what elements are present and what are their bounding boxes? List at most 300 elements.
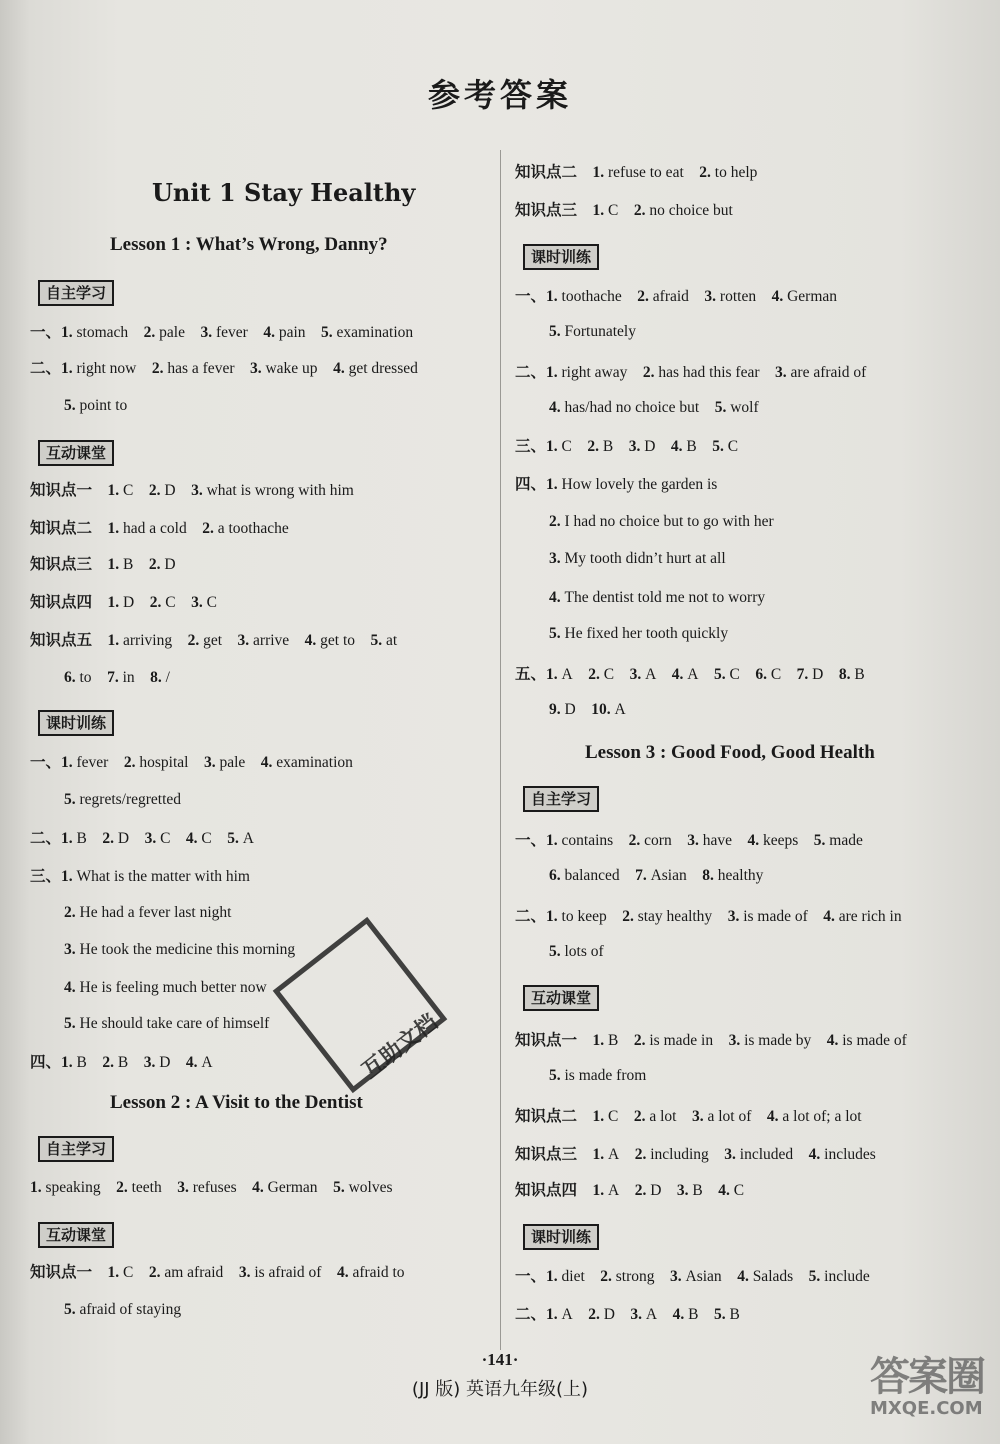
answer-line (30, 1178, 392, 1198)
book-label: (JJ 版) 英语九年级(上) (411, 1379, 589, 1400)
answer-number: 3. (143, 1054, 160, 1071)
answer-number: 2. (633, 1108, 650, 1125)
answer-number: 3. (144, 830, 161, 847)
answer-number: 7. (107, 669, 123, 686)
answer-line (30, 752, 353, 773)
answer-line (515, 1144, 876, 1165)
answer-number: 3. (728, 1032, 745, 1049)
answer-text: includes (824, 1146, 876, 1163)
answer-text: He fixed her tooth quickly (564, 625, 729, 642)
answer-label: 知识点二 (30, 519, 93, 537)
answer-text: get dressed (348, 360, 418, 377)
answer-text: A (608, 1182, 620, 1199)
stamp-text: 互助文档 (357, 1010, 443, 1085)
answer-text: wolves (348, 1179, 393, 1196)
answer-text: C (201, 830, 212, 847)
answer-number: 2. (149, 594, 166, 611)
answer-text: A (687, 666, 699, 683)
answer-number: 5. (64, 1015, 80, 1032)
answer-label: 二、 (515, 907, 547, 925)
section-tag: 自主学习 (38, 1136, 114, 1162)
answer-text: pale (219, 754, 246, 771)
answer-line (64, 940, 295, 960)
answer-number: 5. (813, 832, 830, 849)
answer-line (549, 624, 728, 644)
answer-number: 3. (628, 438, 645, 455)
answer-number: 1. (30, 1179, 46, 1196)
answer-number: 2. (600, 1268, 616, 1285)
answer-text: A (201, 1054, 213, 1071)
answer-text: A (242, 830, 254, 847)
page-title: 参考答案 (427, 76, 572, 114)
answer-number: 1. (546, 832, 562, 849)
answer-number: 2. (143, 324, 160, 341)
answer-text: pale (159, 324, 185, 341)
answer-label: 三、 (30, 867, 62, 885)
answer-text: What is the matter with him (76, 868, 250, 885)
answer-number: 7. (635, 867, 651, 884)
answer-text: regrets/regretted (79, 791, 182, 808)
answer-number: 5. (370, 632, 387, 649)
answer-text: stomach (76, 324, 129, 341)
answer-text: healthy (717, 867, 764, 884)
answer-number: 5. (714, 399, 731, 416)
answer-text: A (561, 666, 573, 683)
answer-number: 8. (150, 669, 166, 686)
answer-line (30, 480, 354, 501)
answer-number: 7. (796, 666, 813, 683)
answer-number: 2. (587, 438, 603, 455)
answer-text: C (561, 438, 572, 455)
section-tag: 课时训练 (523, 1224, 599, 1250)
answer-text: C (733, 1182, 745, 1199)
answer-number: 2. (148, 1264, 165, 1281)
answer-text: fever (216, 324, 248, 341)
answer-number: 4. (304, 632, 321, 649)
page-number: ·141· (481, 1350, 519, 1369)
answer-number: 1. (592, 1108, 609, 1125)
answer-line (549, 942, 604, 962)
answer-number: 3. (629, 666, 646, 683)
answer-text: afraid to (352, 1264, 405, 1281)
answer-number: 4. (252, 1179, 268, 1196)
answer-number: 4. (672, 1306, 689, 1323)
section-tag: 自主学习 (523, 786, 599, 812)
answer-line (30, 554, 176, 575)
answer-number: 2. (123, 754, 140, 771)
answer-number: 1. (592, 164, 609, 181)
answer-text: A (645, 666, 657, 683)
answer-number: 5. (549, 625, 565, 642)
answer-line (30, 1052, 213, 1073)
answer-text: to keep (561, 908, 607, 925)
answer-number: 1. (107, 520, 124, 537)
answer-text: C (608, 1108, 619, 1125)
answer-label: 一、 (515, 1267, 547, 1285)
answer-text: refuses (192, 1179, 237, 1196)
answer-text: examination (276, 754, 353, 771)
answer-number: 6. (64, 669, 80, 686)
answer-number: 3. (191, 482, 207, 499)
answer-number: 4. (549, 399, 565, 416)
answer-number: 6. (755, 666, 771, 683)
answer-line (30, 630, 397, 651)
answer-text: I had no choice but to go with her (564, 513, 774, 530)
answer-label: 知识点一 (30, 1263, 93, 1281)
answer-label: 知识点一 (30, 481, 93, 499)
answer-text: C (123, 1264, 134, 1281)
answer-number: 1. (107, 482, 124, 499)
answer-number: 5. (549, 943, 565, 960)
answer-number: 2. (634, 1182, 651, 1199)
answer-text: a lot of; a lot (782, 1108, 862, 1125)
answer-number: 5. (713, 1306, 730, 1323)
answer-text: teeth (131, 1179, 162, 1196)
answer-text: C (160, 830, 171, 847)
answer-number: 3. (549, 550, 565, 567)
answer-label: 知识点四 (30, 593, 93, 611)
answer-number: 3. (727, 908, 744, 925)
answer-line (64, 1300, 181, 1320)
answer-text: C (165, 594, 176, 611)
answer-number: 3. (724, 1146, 740, 1163)
answer-number: 3. (191, 594, 207, 611)
answer-number: 3. (630, 1306, 646, 1323)
answer-number: 2. (634, 1146, 651, 1163)
answer-number: 1. (546, 1306, 562, 1323)
answer-line (549, 700, 626, 720)
answer-number: 4. (670, 438, 687, 455)
answer-number: 10. (591, 701, 615, 718)
answer-text: hospital (139, 754, 189, 771)
answer-text: is made from (564, 1067, 647, 1084)
answer-line (30, 358, 418, 379)
answer-number: 2. (187, 632, 204, 649)
answer-line (515, 286, 837, 307)
answer-number: 2. (633, 202, 650, 219)
answer-number: 1. (61, 754, 77, 771)
answer-label: 一、 (515, 287, 547, 305)
answer-text: D (650, 1182, 662, 1199)
answer-line (515, 1266, 870, 1287)
answer-number: 1. (592, 1032, 609, 1049)
answer-line (64, 790, 181, 810)
answer-text: right away (561, 364, 628, 381)
answer-text: contains (561, 832, 614, 849)
answer-number: 4. (64, 979, 80, 996)
answer-text: lots of (564, 943, 604, 960)
answer-number: 1. (592, 1182, 609, 1199)
answer-text: to (79, 669, 92, 686)
answer-text: a lot of (707, 1108, 752, 1125)
answer-number: 6. (549, 867, 565, 884)
answer-number: 1. (61, 360, 77, 377)
answer-line (30, 828, 254, 849)
answer-number: 5. (227, 830, 243, 847)
answer-number: 1. (107, 1264, 124, 1281)
answer-text: B (688, 1306, 699, 1323)
answer-number: 1. (61, 868, 77, 885)
column-divider (500, 150, 501, 1350)
answer-line (64, 978, 267, 998)
answer-text: including (650, 1146, 709, 1163)
answer-text: is afraid of (254, 1264, 322, 1281)
answer-text: C (206, 594, 217, 611)
answer-text: B (76, 830, 87, 847)
answer-text: examination (336, 324, 414, 341)
answer-text: The dentist told me not to worry (564, 589, 766, 606)
answer-number: 3. (249, 360, 266, 377)
answer-text: German (787, 288, 837, 305)
answer-line (515, 664, 865, 685)
answer-number: 2. (116, 1179, 132, 1196)
answer-label: 四、 (30, 1053, 62, 1071)
answer-number: 8. (702, 867, 718, 884)
answer-line (515, 362, 866, 383)
answer-label: 二、 (515, 1305, 547, 1323)
answer-number: 1. (546, 476, 562, 493)
answer-text: get (203, 632, 223, 649)
answer-number: 5. (64, 397, 80, 414)
answer-text: C (770, 666, 782, 683)
answer-number: 4. (336, 1264, 353, 1281)
answer-number: 4. (771, 288, 788, 305)
answer-number: 4. (333, 360, 349, 377)
answer-text: C (603, 666, 615, 683)
answer-text: included (739, 1146, 794, 1163)
answer-number: 3. (203, 754, 220, 771)
answer-text: German (267, 1179, 318, 1196)
answer-number: 5. (713, 666, 730, 683)
answer-text: afraid (652, 288, 689, 305)
answer-number: 1. (107, 632, 124, 649)
answer-number: 2. (64, 904, 80, 921)
answer-text: Salads (752, 1268, 794, 1285)
answer-number: 9. (549, 701, 565, 718)
answer-number: 4. (737, 1268, 753, 1285)
answer-number: 3. (64, 941, 80, 958)
answer-text: C (729, 666, 740, 683)
answer-text: A (561, 1306, 573, 1323)
watermark-logo-text: 答案圈 (870, 1354, 984, 1400)
answer-line (30, 866, 250, 887)
answer-line (515, 436, 738, 457)
answer-number: 1. (61, 830, 77, 847)
answer-number: 2. (148, 556, 165, 573)
answer-text: rotten (719, 288, 757, 305)
answer-number: 1. (107, 594, 124, 611)
answer-number: 2. (102, 830, 118, 847)
answer-label: 知识点三 (30, 555, 93, 573)
answer-line (515, 1106, 862, 1127)
answer-text: B (602, 438, 614, 455)
answer-text: to help (714, 164, 758, 181)
answer-label: 五、 (515, 665, 547, 683)
watermark-logo (870, 1345, 990, 1435)
answer-number: 3. (775, 364, 791, 381)
answer-text: He is feeling much better now (79, 979, 267, 996)
answer-number: 2. (588, 666, 604, 683)
answer-line (549, 588, 765, 608)
answer-text: A (608, 1146, 620, 1163)
answer-text: D (164, 482, 176, 499)
answer-line (64, 903, 231, 923)
answer-line (515, 1180, 744, 1201)
answer-text: B (117, 1054, 129, 1071)
answer-text: are rich in (838, 908, 902, 925)
answer-text: B (692, 1182, 703, 1199)
answer-number: 4. (671, 666, 688, 683)
answer-number: 1. (546, 908, 562, 925)
answer-line (515, 906, 902, 927)
answer-line (549, 866, 763, 886)
answer-text: A (645, 1306, 658, 1323)
answer-label: 知识点三 (515, 201, 578, 219)
answer-number: 4. (823, 908, 839, 925)
answer-line (549, 322, 636, 342)
answer-number: 2. (633, 1032, 650, 1049)
answer-line (515, 200, 733, 221)
answer-text: has a fever (167, 360, 235, 377)
answer-text: D (164, 556, 176, 573)
answer-text: D (564, 701, 576, 718)
answer-number: 5. (64, 791, 80, 808)
answer-label: 知识点二 (515, 1107, 578, 1125)
answer-number: 2. (642, 364, 659, 381)
answer-number: 1. (546, 666, 562, 683)
answer-number: 5. (549, 1067, 565, 1084)
answer-line (549, 512, 774, 532)
answer-number: 5. (712, 438, 728, 455)
answer-number: 4. (766, 1108, 783, 1125)
answer-text: what is wrong with him (206, 482, 354, 499)
answer-number: 3. (670, 1268, 686, 1285)
answer-text: He had a fever last night (79, 904, 232, 921)
answer-number: 1. (107, 556, 124, 573)
answer-text: corn (644, 832, 672, 849)
answer-number: 2. (628, 832, 645, 849)
answer-number: 5. (549, 323, 565, 340)
answer-line (64, 396, 127, 416)
lesson-title: Lesson 1 : What’s Wrong, Danny? (110, 234, 388, 255)
answer-text: D (644, 438, 656, 455)
answer-number: 2. (622, 908, 638, 925)
answer-number: 2. (151, 360, 168, 377)
answer-text: B (123, 556, 134, 573)
answer-text: stay healthy (637, 908, 713, 925)
answer-number: 1. (546, 438, 562, 455)
answer-text: speaking (45, 1179, 101, 1196)
answer-text: / (165, 669, 170, 686)
answer-text: keeps (762, 832, 799, 849)
answer-text: wolf (730, 399, 759, 416)
answer-text: pain (278, 324, 306, 341)
answer-text: has/had no choice but (564, 399, 700, 416)
answer-line (515, 830, 863, 851)
answer-label: 知识点五 (30, 631, 93, 649)
answer-text: is made of (842, 1032, 907, 1049)
answer-line (30, 592, 217, 613)
answer-text: at (386, 632, 398, 649)
answer-number: 5. (333, 1179, 349, 1196)
answer-number: 5. (321, 324, 337, 341)
answer-text: is made of (743, 908, 808, 925)
answer-text: point to (79, 397, 128, 414)
answer-text: balanced (564, 867, 620, 884)
answer-text: are afraid of (790, 364, 867, 381)
answer-label: 二、 (30, 829, 62, 847)
answer-number: 8. (838, 666, 855, 683)
answer-text: Asian (650, 867, 687, 884)
answer-text: He took the medicine this morning (79, 941, 296, 958)
answer-text: toothache (561, 288, 622, 305)
answer-number: 2. (202, 520, 218, 537)
answer-number: 2. (637, 288, 653, 305)
section-tag: 课时训练 (38, 710, 114, 736)
lesson-title: Lesson 2 : A Visit to the Dentist (110, 1092, 363, 1113)
answer-number: 3. (691, 1108, 708, 1125)
answer-line (515, 1304, 740, 1325)
lesson-title: Lesson 3 : Good Food, Good Health (585, 742, 875, 763)
answer-line (30, 322, 413, 343)
answer-line (549, 549, 726, 569)
answer-text: diet (561, 1268, 585, 1285)
answer-line (64, 1014, 269, 1034)
answer-text: get to (320, 632, 356, 649)
answer-number: 1. (61, 324, 77, 341)
answer-text: D (812, 666, 824, 683)
answer-text: B (686, 438, 697, 455)
answer-line (30, 518, 289, 539)
answer-text: afraid of staying (79, 1301, 182, 1318)
answer-text: B (608, 1032, 619, 1049)
answer-text: A (614, 701, 626, 718)
answer-line (515, 1030, 907, 1051)
answer-number: 5. (64, 1301, 80, 1318)
answer-text: has had this fear (658, 364, 760, 381)
answer-number: 1. (546, 364, 562, 381)
answer-text: D (117, 830, 130, 847)
answer-text: in (122, 669, 135, 686)
answer-text: a toothache (217, 520, 289, 537)
answer-number: 2. (588, 1306, 604, 1323)
answer-label: 一、 (30, 753, 62, 771)
answer-text: is made by (744, 1032, 812, 1049)
answer-line (515, 162, 757, 183)
answer-text: B (729, 1306, 740, 1323)
answer-number: 1. (592, 202, 609, 219)
answer-label: 知识点一 (515, 1031, 578, 1049)
section-tag: 自主学习 (38, 280, 114, 306)
answer-number: 3. (676, 1182, 693, 1199)
answer-text: Fortunately (564, 323, 636, 340)
answer-text: Asian (685, 1268, 722, 1285)
section-tag: 课时训练 (523, 244, 599, 270)
answer-number: 5. (808, 1268, 825, 1285)
answer-text: arrive (253, 632, 290, 649)
answer-text: right now (76, 360, 137, 377)
answer-number: 4. (185, 1054, 202, 1071)
answer-number: 3. (687, 832, 703, 849)
answer-number: 2. (549, 513, 565, 530)
answer-text: am afraid (164, 1264, 224, 1281)
answer-number: 4. (260, 754, 277, 771)
answer-number: 4. (826, 1032, 843, 1049)
answer-text: C (123, 482, 134, 499)
answer-text: D (159, 1054, 171, 1071)
answer-label: 四、 (515, 475, 547, 493)
answer-text: no choice but (649, 202, 733, 219)
